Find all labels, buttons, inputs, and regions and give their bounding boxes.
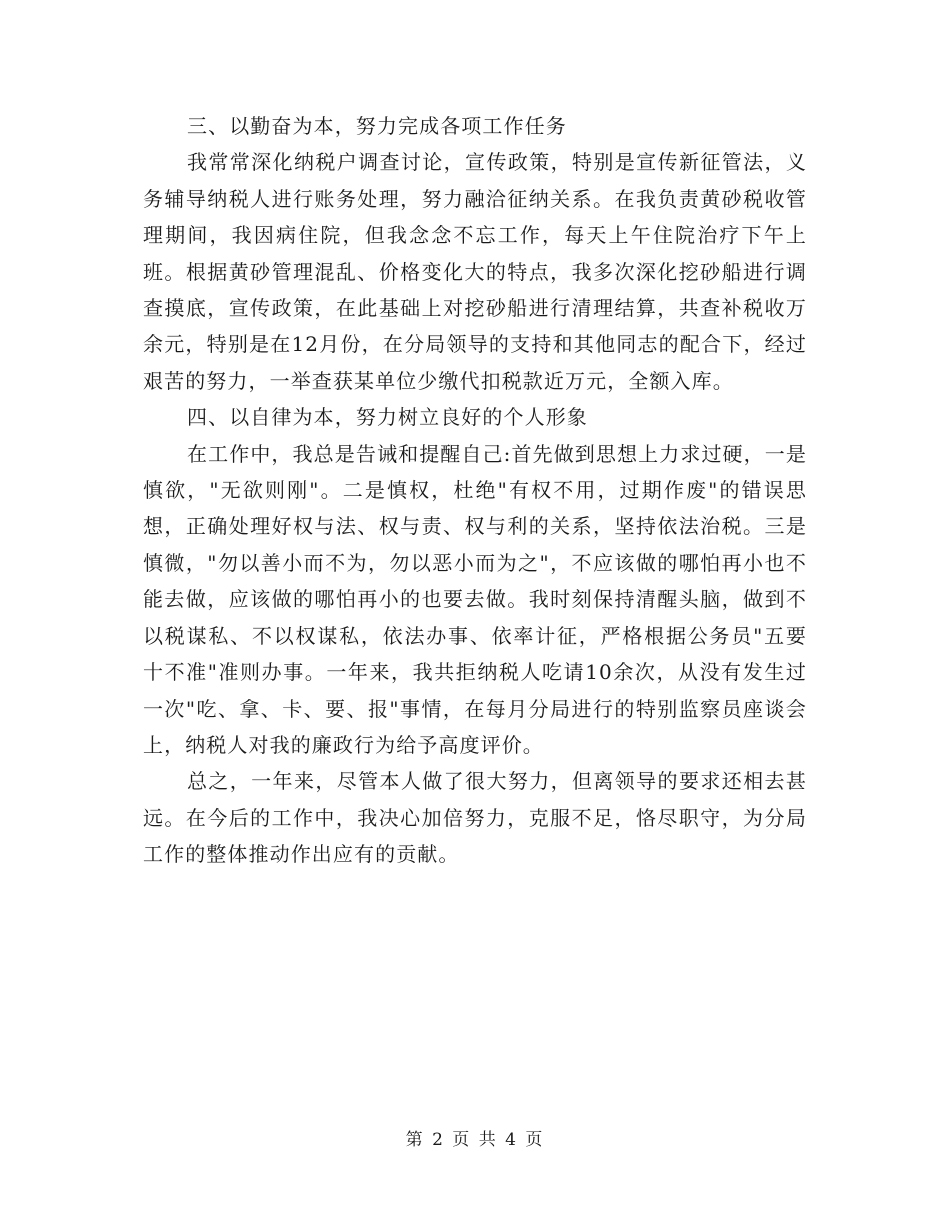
- section-4-paragraph-1: 在工作中，我总是告诫和提醒自己:首先做到思想上力求过硬，一是慎欲，"无欲则刚"。二是慎权，杜绝"有权不用，过期作废"的错误思想，正确处理好权与法、权与责、权与利的关系，坚持依法治税。三是慎微，"勿以善小而不为，勿以恶小而为之"，不应该做的哪怕再小也不能去做，应该做的哪怕再小的也要去做。我时刻保持清醒头脑，做到不以税谋私、不以权谋私，依法办事、依率计征，严格根据公务员"五要十不准"准则办事。一年来，我共拒纳税人吃请10余次，从没有发生过一次"吃、拿、卡、要、报"事情，在每月分局进行的特别监察员座谈会上，纳税人对我的廉政行为给予高度评价。: [143, 441, 807, 757]
- section-heading-3: 三、以勤奋为本，努力完成各项工作任务: [187, 114, 567, 138]
- document-body: [143, 108, 807, 873]
- page-number-footer: 第 2 页 共 4 页: [405, 1130, 545, 1150]
- section-3-paragraph-1: 我常常深化纳税户调查讨论，宣传政策，特别是宣传新征管法，义务辅导纳税人进行账务处理，努力融洽征纳关系。在我负责黄砂税收管理期间，我因病住院，但我念念不忘工作，每天上午住院治疗下午上班。根据黄砂管理混乱、价格变化大的特点，我多次深化挖砂船进行调查摸底，宣传政策，在此基础上对挖砂船进行清理结算，共查补税收万余元，特别是在12月份，在分局领导的支持和其他同志的配合下，经过艰苦的努力，一举查获某单位少缴代扣税款近万元，全额入库。: [143, 150, 807, 393]
- section-heading-4: 四、以自律为本，努力树立良好的个人形象: [187, 405, 588, 430]
- conclusion-paragraph: 总之，一年来，尽管本人做了很大努力，但离领导的要求还相去甚远。在今后的工作中，我决心加倍努力，克服不足，恪尽职守，为分局工作的整体推动作出应有的贡献。: [143, 769, 807, 867]
